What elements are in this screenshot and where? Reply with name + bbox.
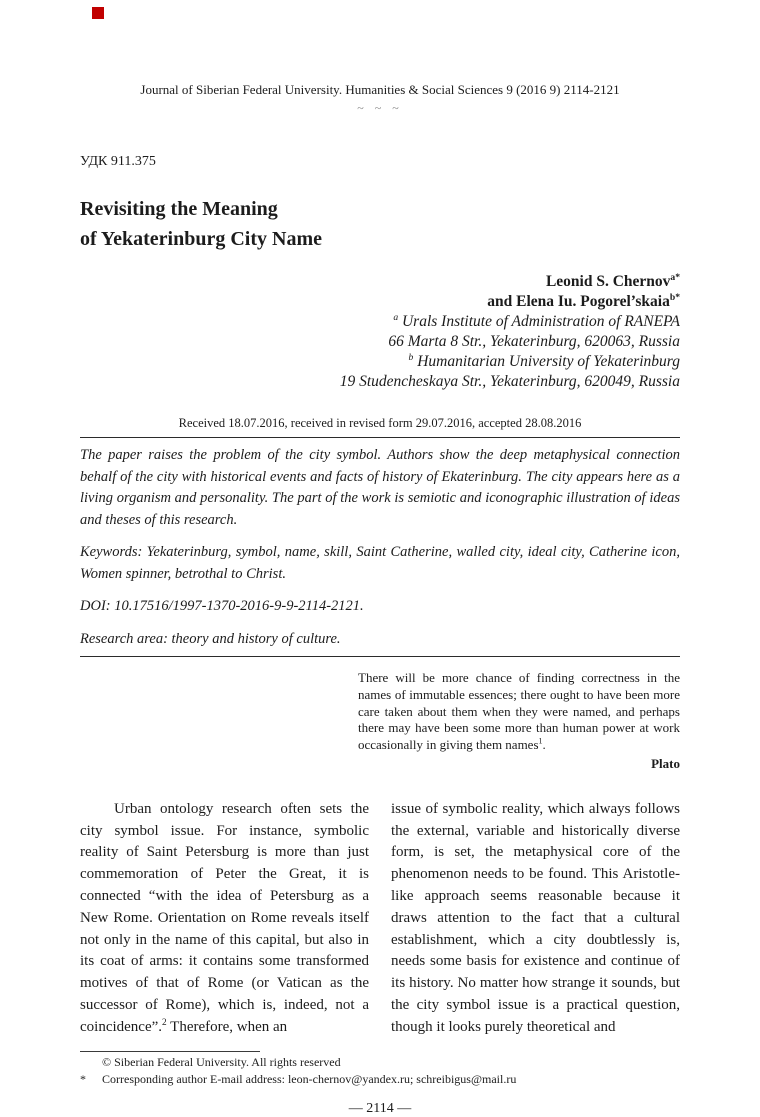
- body-column-left: [80, 799, 369, 1039]
- affiliation-1: [80, 312, 680, 332]
- author-1-name: Leonid S. Chernov: [545, 273, 671, 290]
- doi-line: DOI: 10.17516/1997-1370-2016-9-9-2114-2121.: [80, 598, 364, 614]
- body-left-text-continued: Therefore, when an: [166, 1018, 288, 1035]
- epigraph-footnote-sup: 1: [538, 736, 543, 746]
- journal-header: Journal of Siberian Federal University. Humanities & Social Sciences 9 (2016 9) 2114-2121: [140, 82, 620, 97]
- copyright-line: [80, 1054, 680, 1071]
- affiliation-2-address: 19 Studencheskaya Str., Yekaterinburg, 620049, Russia: [339, 373, 680, 390]
- corresponding-author-text: Corresponding author E-mail address: leon-chernov@yandex.ru; schreibigus@mail.ru: [102, 1071, 517, 1086]
- epigraph-quote: There will be more chance of finding correctness in the names of immutable essences; there ought to have been more care taken about them when they were named, and perhaps there may have been some more than human power at work occasionally in giving them names: [358, 670, 680, 753]
- paper-title-line1: Revisiting the Meaning: [80, 198, 278, 220]
- research-area-line: Research area: theory and history of culture.: [80, 630, 341, 647]
- udc-code: УДК 911.375: [80, 154, 156, 169]
- author-1-footnote-sup: a*: [670, 271, 680, 283]
- epigraph-text: [358, 670, 680, 754]
- copyright-text: © Siberian Federal University. All rights reserved: [102, 1054, 341, 1069]
- author-1: [80, 272, 680, 292]
- body-columns: [80, 799, 680, 1039]
- epigraph-attribution: Plato: [651, 755, 680, 771]
- affiliation-2-text: Humanitarian University of Yekaterinburg: [413, 353, 680, 370]
- copyright-indent: [80, 1054, 102, 1071]
- authors-block: [80, 272, 680, 392]
- corresponding-author-line: [80, 1071, 680, 1088]
- affiliation-2-sup: b: [408, 351, 414, 363]
- paper-title: [80, 194, 680, 254]
- tilde-separator: ~ ~ ~: [357, 101, 403, 115]
- footer-footnote-rule: [80, 1051, 260, 1052]
- paper-page: [80, 0, 680, 1117]
- affiliation-2: [80, 352, 680, 372]
- corresponding-author-asterisk: *: [80, 1071, 86, 1086]
- body-paragraph-right: issue of symbolic reality, which always follows the external, variable and historically diverse form, is set, the metaphysical core of the phenomenon needs to be found. This Aristotle-like approach seems reasonable because it draws attention to the fact that a cultural establishment, which a city doubtlessly is, needs some basis for existence and continue of its history. No matter how strange it sounds, but the city symbol issue is a practical question, though it looks purely theoretical and: [391, 800, 680, 1035]
- keywords-line: Keywords: Yekaterinburg, symbol, name, skill, Saint Catherine, walled city, ideal city, Catherine icon, Women spinner, betrothal to Christ.: [80, 544, 680, 582]
- affiliation-1-sup: a: [393, 311, 399, 323]
- abstract-text: The paper raises the problem of the city symbol. Authors show the deep metaphysical connection behalf of the city with historical events and facts of history of Ekaterinburg. The city appears here as a living organism and personality. The part of the work is semiotic and iconographic illustration of ideas and theses of this research.: [80, 447, 680, 528]
- received-dates: Received 18.07.2016, received in revised form 29.07.2016, accepted 28.08.2016: [178, 416, 582, 430]
- red-marker: [92, 7, 104, 19]
- author-2-name: and Elena Iu. Pogorel’skaia: [487, 293, 670, 310]
- author-2-footnote-sup: b*: [669, 291, 680, 303]
- abstract-top-rule: [80, 437, 680, 438]
- body-paragraph-left: [80, 799, 369, 1039]
- affiliation-1-text: Urals Institute of Administration of RANEPA: [398, 313, 680, 330]
- author-2: [80, 292, 680, 312]
- page-number: — 2114 —: [348, 1100, 412, 1116]
- paper-title-line2: of Yekaterinburg City Name: [80, 228, 323, 250]
- abstract-bottom-rule: [80, 656, 680, 657]
- body-column-right: [391, 799, 680, 1039]
- affiliation-1-address: 66 Marta 8 Str., Yekaterinburg, 620063, Russia: [388, 333, 680, 350]
- epigraph-block: [358, 670, 680, 773]
- body-left-text: Urban ontology research often sets the city symbol issue. For instance, symbolic reality of Saint Petersburg is more than just commemoration of Peter the Great, it is connected “with the idea of Petersburg as a New Rome. Orientation on Rome reveals itself not only in the name of this capital, but also in its coat of arms: it contains some transformed motives of that of Rome (or Vatican as the successor of Rome), which is, indeed, not a coincidence”.: [80, 800, 369, 1035]
- body-left-footnote-sup: 2: [162, 1017, 167, 1028]
- epigraph-quote-end: .: [542, 737, 546, 753]
